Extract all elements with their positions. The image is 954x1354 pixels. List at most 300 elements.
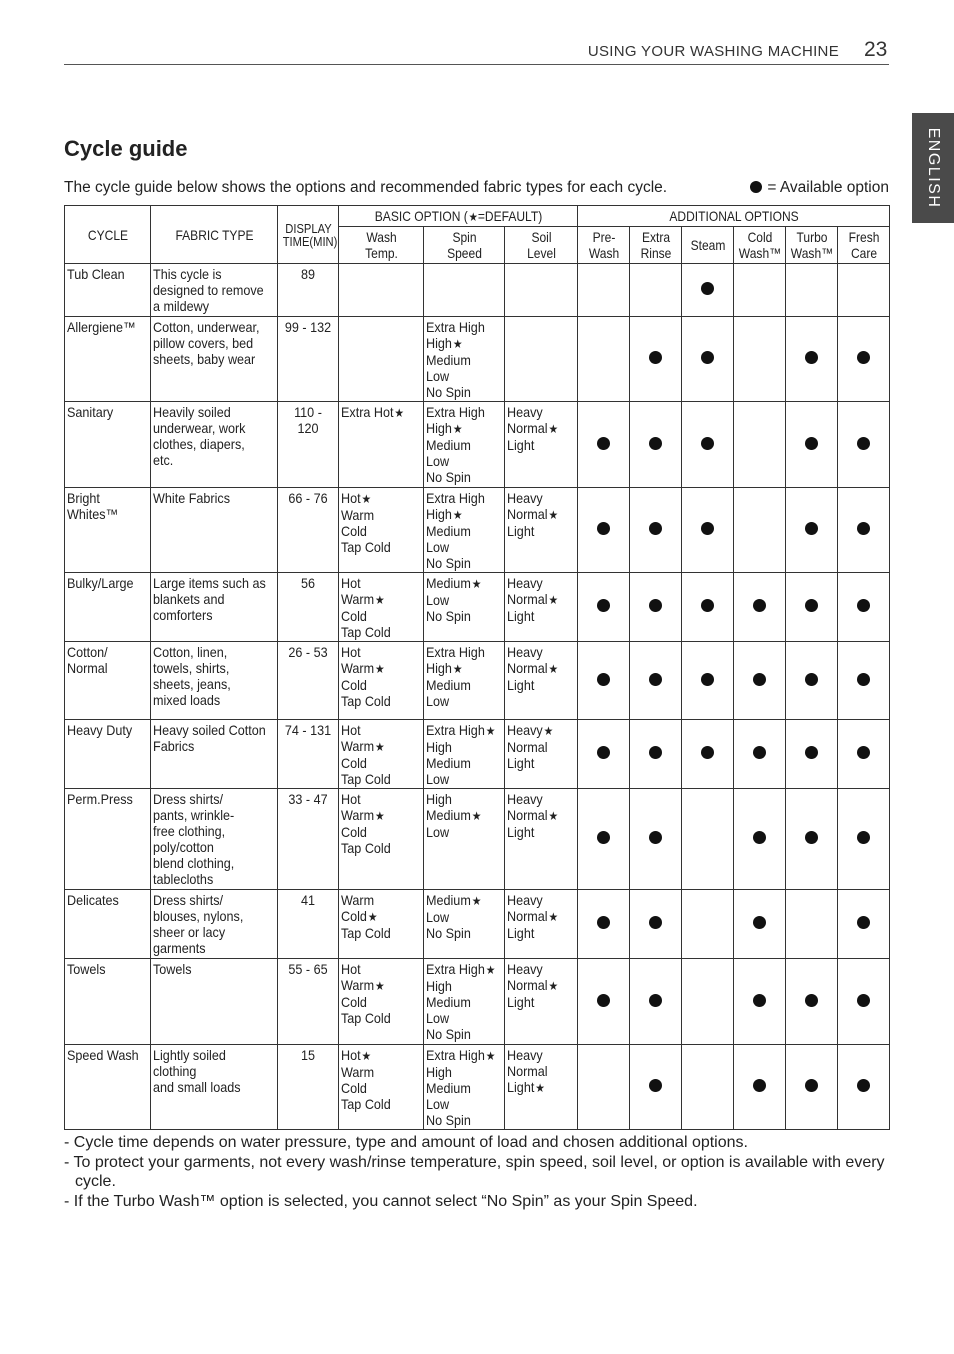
extra-line2: Rinse bbox=[640, 245, 671, 261]
fabric-line: Cotton, underwear, bbox=[153, 319, 260, 335]
display-time-value: 66 - 76 bbox=[288, 490, 328, 506]
cell-wash bbox=[339, 720, 424, 789]
fabric-line: Fabrics bbox=[153, 738, 195, 754]
wash-option-label: Tap Cold bbox=[341, 693, 391, 709]
header-divider bbox=[64, 64, 889, 65]
spin-option-label: No Spin bbox=[426, 608, 471, 624]
cell-fabric bbox=[151, 642, 278, 720]
cell-fabric bbox=[151, 488, 278, 573]
cell-fresh-care bbox=[838, 264, 890, 317]
language-tab bbox=[912, 113, 954, 223]
cell-turbo-wash bbox=[786, 890, 838, 959]
cell-steam bbox=[682, 720, 734, 789]
wash-option bbox=[341, 523, 413, 539]
spin-option bbox=[426, 693, 494, 709]
col-header-display-time bbox=[282, 206, 337, 264]
cell-extra-rinse bbox=[630, 317, 682, 402]
cell-soil bbox=[505, 890, 578, 959]
star-icon: ★ bbox=[468, 210, 478, 224]
available-bullet-icon bbox=[753, 599, 766, 612]
intro-paragraph bbox=[64, 179, 889, 197]
soil-option bbox=[507, 1079, 568, 1096]
cell-pre-wash bbox=[578, 488, 630, 573]
wash-option bbox=[341, 1080, 413, 1096]
cell-steam bbox=[682, 789, 734, 890]
spin-option-label: Extra High bbox=[426, 1047, 485, 1063]
soil-option bbox=[507, 755, 568, 771]
cell-spin bbox=[424, 488, 505, 573]
wash-option bbox=[341, 1010, 413, 1026]
bullet-icon bbox=[750, 181, 762, 193]
cell-cold-wash bbox=[734, 789, 786, 890]
wash-option bbox=[341, 693, 413, 709]
spin-option-label: Low bbox=[426, 1010, 450, 1026]
spin-option-label: High bbox=[426, 660, 452, 676]
fabric-line: garments bbox=[153, 940, 206, 956]
cell-cycle bbox=[65, 789, 151, 890]
fresh-line2: Care bbox=[850, 245, 877, 261]
soil-option-label: Heavy bbox=[507, 961, 543, 977]
col-header-fabric: FABRIC TYPE bbox=[159, 206, 268, 264]
available-bullet-icon bbox=[857, 831, 870, 844]
soil-option bbox=[507, 925, 568, 941]
wash-option-label: Cold bbox=[341, 1080, 367, 1096]
wash-option-label: Warm bbox=[341, 807, 375, 823]
wash-option-label: Hot bbox=[341, 722, 361, 738]
cell-turbo-wash bbox=[786, 789, 838, 890]
soil-option-label: Normal bbox=[507, 739, 548, 755]
soil-option bbox=[507, 1047, 568, 1063]
cell-steam bbox=[682, 642, 734, 720]
cell-soil bbox=[505, 1045, 578, 1130]
col-header-additional-options: ADDITIONAL OPTIONS bbox=[599, 206, 867, 227]
fabric-line: poly/cotton bbox=[153, 839, 214, 855]
cell-fresh-care bbox=[838, 488, 890, 573]
wash-option bbox=[341, 660, 413, 677]
soil-option-label: Heavy bbox=[507, 791, 543, 807]
cycle-line: Allergiene™ bbox=[67, 319, 136, 335]
wash-option-label: Warm bbox=[341, 660, 375, 676]
available-bullet-icon bbox=[701, 599, 714, 612]
soil-option-label: Normal bbox=[507, 977, 548, 993]
soil-option bbox=[507, 608, 568, 624]
fabric-line: Cotton, linen, bbox=[153, 644, 228, 660]
available-bullet-icon bbox=[805, 746, 818, 759]
available-bullet-icon bbox=[597, 599, 610, 612]
cell-display-time bbox=[278, 402, 339, 488]
prewash-line2: Wash bbox=[588, 245, 619, 261]
col-header-cycle: CYCLE bbox=[71, 206, 145, 264]
default-star-icon: ★ bbox=[548, 662, 559, 676]
cell-fresh-care bbox=[838, 1045, 890, 1130]
available-bullet-icon bbox=[857, 1079, 870, 1092]
wash-option bbox=[341, 677, 413, 693]
soil-option bbox=[507, 660, 568, 677]
intro-text: The cycle guide below shows the options and recommended fabric types for each cycle. bbox=[64, 179, 668, 196]
default-star-icon: ★ bbox=[375, 662, 385, 676]
cell-display-time bbox=[278, 264, 339, 317]
cell-extra-rinse bbox=[630, 959, 682, 1045]
cell-steam bbox=[682, 488, 734, 573]
cell-soil bbox=[505, 642, 578, 720]
soil-option-label: Normal bbox=[507, 908, 548, 924]
legend bbox=[750, 179, 889, 197]
spin-option-label: Low bbox=[426, 824, 450, 840]
available-bullet-icon bbox=[649, 599, 662, 612]
available-bullet-icon bbox=[597, 831, 610, 844]
col-header-steam: Steam bbox=[685, 227, 730, 264]
cell-cold-wash bbox=[734, 488, 786, 573]
wash-option-label: Warm bbox=[341, 1064, 375, 1080]
cell-cycle bbox=[65, 573, 151, 642]
default-star-icon: ★ bbox=[394, 406, 405, 420]
fabric-line: comforters bbox=[153, 607, 213, 623]
soil-option bbox=[507, 420, 568, 437]
wash-option-label: Hot bbox=[341, 791, 361, 807]
wash-option bbox=[341, 1064, 413, 1080]
default-star-icon: ★ bbox=[452, 337, 463, 351]
cell-wash bbox=[339, 264, 424, 317]
cell-soil bbox=[505, 720, 578, 789]
spin-option-label: Low bbox=[426, 368, 450, 384]
available-bullet-icon bbox=[805, 994, 818, 1007]
available-bullet-icon bbox=[701, 673, 714, 686]
spin-option-label: No Spin bbox=[426, 1112, 471, 1128]
spin-option bbox=[426, 807, 494, 824]
cell-spin bbox=[424, 402, 505, 488]
default-star-icon: ★ bbox=[375, 593, 385, 607]
cell-soil bbox=[505, 488, 578, 573]
default-star-icon: ★ bbox=[548, 508, 559, 522]
cycle-guide-table bbox=[64, 205, 890, 1130]
cell-soil bbox=[505, 402, 578, 488]
spin-option-label: Low bbox=[426, 909, 450, 925]
wash-option bbox=[341, 507, 413, 523]
default-star-icon: ★ bbox=[535, 1081, 545, 1095]
fabric-line: sheets, jeans, bbox=[153, 676, 231, 692]
legend-text: = Available option bbox=[767, 179, 889, 196]
fabric-line: towels, shirts, bbox=[153, 660, 230, 676]
cycle-line: Towels bbox=[67, 961, 106, 977]
wash-option-label: Hot bbox=[341, 644, 361, 660]
table-row bbox=[65, 317, 890, 402]
default-star-icon: ★ bbox=[375, 740, 385, 754]
display-time-value: 33 - 47 bbox=[288, 791, 328, 807]
spin-option-label: High bbox=[426, 506, 452, 522]
soil-option bbox=[507, 437, 568, 453]
table-row bbox=[65, 890, 890, 959]
cell-display-time bbox=[278, 720, 339, 789]
spin-option-label: No Spin bbox=[426, 384, 471, 400]
default-star-icon: ★ bbox=[361, 1049, 372, 1063]
soil-option-label: Normal bbox=[507, 1063, 548, 1079]
table-row bbox=[65, 573, 890, 642]
available-bullet-icon bbox=[805, 437, 818, 450]
cycle-line: Tub Clean bbox=[67, 266, 125, 282]
fabric-line: blouses, nylons, bbox=[153, 908, 244, 924]
soil-option-label: Heavy bbox=[507, 1047, 543, 1063]
turbo-line2: Wash™ bbox=[790, 245, 833, 261]
spin-option-label: Extra High bbox=[426, 404, 485, 420]
wash-option bbox=[341, 490, 413, 507]
cell-wash bbox=[339, 789, 424, 890]
spin-option bbox=[426, 791, 494, 807]
spin-option-label: Medium bbox=[426, 523, 471, 539]
spin-option-label: High bbox=[426, 335, 452, 351]
extra-line1: Extra bbox=[641, 229, 670, 245]
spin-option bbox=[426, 592, 494, 608]
wash-line1: Wash bbox=[365, 229, 397, 245]
soil-line1: Soil bbox=[530, 229, 552, 245]
fabric-line: tablecloths bbox=[153, 871, 214, 887]
wash-option bbox=[341, 807, 413, 824]
default-star-icon: ★ bbox=[548, 809, 559, 823]
soil-option bbox=[507, 1063, 568, 1079]
cell-wash bbox=[339, 402, 424, 488]
available-bullet-icon bbox=[805, 673, 818, 686]
cycle-line: Perm.Press bbox=[67, 791, 133, 807]
cell-wash bbox=[339, 573, 424, 642]
spin-option-label: Medium bbox=[426, 807, 471, 823]
display-time-value: 15 bbox=[300, 1047, 316, 1063]
available-bullet-icon bbox=[857, 916, 870, 929]
cell-cold-wash bbox=[734, 1045, 786, 1130]
default-star-icon: ★ bbox=[485, 963, 496, 977]
wash-option bbox=[341, 575, 413, 591]
spin-option bbox=[426, 677, 494, 693]
soil-option bbox=[507, 739, 568, 755]
wash-option bbox=[341, 624, 413, 640]
spin-option-label: Medium bbox=[426, 892, 471, 908]
cell-cold-wash bbox=[734, 959, 786, 1045]
wash-option-label: Tap Cold bbox=[341, 1096, 391, 1112]
spin-option bbox=[426, 490, 494, 506]
default-star-icon: ★ bbox=[543, 724, 554, 738]
available-bullet-icon bbox=[753, 994, 766, 1007]
cell-pre-wash bbox=[578, 402, 630, 488]
spin-option-label: No Spin bbox=[426, 469, 471, 485]
cell-cycle bbox=[65, 317, 151, 402]
table-row bbox=[65, 1045, 890, 1130]
cell-turbo-wash bbox=[786, 264, 838, 317]
spin-option bbox=[426, 437, 494, 453]
fabric-line: clothes, diapers, bbox=[153, 436, 245, 452]
available-bullet-icon bbox=[805, 599, 818, 612]
col-header-spin-speed bbox=[429, 227, 499, 264]
soil-option-label: Light bbox=[507, 608, 535, 624]
soil-option-label: Heavy bbox=[507, 722, 543, 738]
available-bullet-icon bbox=[649, 746, 662, 759]
cycle-line: Normal bbox=[67, 660, 108, 676]
spin-option bbox=[426, 335, 494, 352]
wash-option bbox=[341, 539, 413, 555]
available-bullet-icon bbox=[805, 522, 818, 535]
cycle-line: Heavy Duty bbox=[67, 722, 133, 738]
default-star-icon: ★ bbox=[452, 508, 463, 522]
spin-option-label: Medium bbox=[426, 677, 471, 693]
wash-option-label: Tap Cold bbox=[341, 624, 391, 640]
spin-option-label: Extra High bbox=[426, 319, 485, 335]
cell-extra-rinse bbox=[630, 573, 682, 642]
cycle-line: Cotton/ bbox=[67, 644, 108, 660]
spin-option-label: Low bbox=[426, 592, 450, 608]
wash-option-label: Tap Cold bbox=[341, 1010, 391, 1026]
fabric-line: This cycle is bbox=[153, 266, 222, 282]
wash-option bbox=[341, 755, 413, 771]
cell-cycle bbox=[65, 959, 151, 1045]
display-time-value: 89 bbox=[300, 266, 316, 282]
cell-cold-wash bbox=[734, 402, 786, 488]
wash-option-label: Tap Cold bbox=[341, 925, 391, 941]
available-bullet-icon bbox=[805, 831, 818, 844]
spin-option-label: Low bbox=[426, 771, 450, 787]
available-bullet-icon bbox=[857, 746, 870, 759]
basic-option-default: =DEFAULT) bbox=[477, 208, 542, 224]
spin-line2: Speed bbox=[446, 245, 482, 261]
col-header-display-line2: TIME(MIN) bbox=[282, 233, 337, 249]
display-time-value: 74 - 131 bbox=[284, 722, 332, 738]
cell-cycle bbox=[65, 264, 151, 317]
cell-wash bbox=[339, 959, 424, 1045]
cell-cycle bbox=[65, 642, 151, 720]
footnote: - If the Turbo Wash™ option is selected, you cannot select “No Spin” as your Spin Speed. bbox=[64, 1192, 698, 1210]
wash-option bbox=[341, 1047, 413, 1064]
available-bullet-icon bbox=[597, 673, 610, 686]
soil-option-label: Light bbox=[507, 824, 535, 840]
soil-option-label: Heavy bbox=[507, 404, 543, 420]
cell-cold-wash bbox=[734, 317, 786, 402]
cell-fabric bbox=[151, 573, 278, 642]
fresh-line1: Fresh bbox=[848, 229, 879, 245]
soil-option bbox=[507, 892, 568, 908]
cell-display-time bbox=[278, 642, 339, 720]
page-number: 23 bbox=[864, 38, 888, 61]
spin-option bbox=[426, 420, 494, 437]
available-bullet-icon bbox=[649, 437, 662, 450]
soil-line2: Level bbox=[526, 245, 556, 261]
display-time-value: 55 - 65 bbox=[288, 961, 328, 977]
spin-option bbox=[426, 608, 494, 624]
display-time-value: 99 - 132 bbox=[284, 319, 332, 335]
spin-option bbox=[426, 644, 494, 660]
cycle-line: Bright bbox=[67, 490, 100, 506]
spin-option bbox=[426, 1026, 494, 1042]
available-bullet-icon bbox=[805, 1079, 818, 1092]
soil-option bbox=[507, 591, 568, 608]
default-star-icon: ★ bbox=[548, 910, 559, 924]
cell-fabric bbox=[151, 959, 278, 1045]
wash-option-label: Tap Cold bbox=[341, 771, 391, 787]
table-row bbox=[65, 488, 890, 573]
spin-option-label: Medium bbox=[426, 755, 471, 771]
spin-option bbox=[426, 352, 494, 368]
spin-option bbox=[426, 523, 494, 539]
wash-option-label: Warm bbox=[341, 892, 375, 908]
cell-fresh-care bbox=[838, 720, 890, 789]
fabric-line: sheets, baby wear bbox=[153, 351, 256, 367]
spin-option bbox=[426, 555, 494, 571]
spin-option bbox=[426, 1047, 494, 1064]
cell-steam bbox=[682, 264, 734, 317]
soil-option bbox=[507, 523, 568, 539]
cell-extra-rinse bbox=[630, 720, 682, 789]
wash-option-label: Tap Cold bbox=[341, 840, 391, 856]
fabric-line: blankets and bbox=[153, 591, 225, 607]
col-header-cold-wash bbox=[737, 227, 782, 264]
available-bullet-icon bbox=[649, 1079, 662, 1092]
soil-option bbox=[507, 644, 568, 660]
spin-option-label: High bbox=[426, 1064, 452, 1080]
spin-option-label: No Spin bbox=[426, 925, 471, 941]
spin-option-label: High bbox=[426, 420, 452, 436]
available-bullet-icon bbox=[597, 994, 610, 1007]
cell-display-time bbox=[278, 890, 339, 959]
footnotes bbox=[64, 1133, 889, 1211]
footnote: - Cycle time depends on water pressure, type and amount of load and chosen additional options. bbox=[64, 1134, 748, 1151]
available-bullet-icon bbox=[753, 746, 766, 759]
spin-option-label: Medium bbox=[426, 575, 471, 591]
spin-option-label: No Spin bbox=[426, 1026, 471, 1042]
cell-steam bbox=[682, 402, 734, 488]
cell-pre-wash bbox=[578, 890, 630, 959]
soil-option-label: Light bbox=[507, 677, 535, 693]
wash-option-label: Hot bbox=[341, 490, 361, 506]
spin-option-label: High bbox=[426, 739, 452, 755]
spin-option bbox=[426, 1096, 494, 1112]
cell-steam bbox=[682, 317, 734, 402]
cell-pre-wash bbox=[578, 642, 630, 720]
soil-option-label: Light bbox=[507, 523, 535, 539]
cell-turbo-wash bbox=[786, 642, 838, 720]
cell-wash bbox=[339, 890, 424, 959]
cell-pre-wash bbox=[578, 959, 630, 1045]
spin-option bbox=[426, 1112, 494, 1128]
cell-spin bbox=[424, 720, 505, 789]
spin-option-label: Low bbox=[426, 693, 450, 709]
spin-option-label: Low bbox=[426, 1096, 450, 1112]
spin-option bbox=[426, 824, 494, 840]
cell-spin bbox=[424, 642, 505, 720]
basic-option-label: BASIC OPTION ( bbox=[374, 208, 468, 224]
default-star-icon: ★ bbox=[548, 593, 559, 607]
cell-fresh-care bbox=[838, 642, 890, 720]
table-row bbox=[65, 402, 890, 488]
cell-turbo-wash bbox=[786, 402, 838, 488]
wash-option bbox=[341, 994, 413, 1010]
fabric-line: sheer or lacy bbox=[153, 924, 226, 940]
spin-option-label: Extra High bbox=[426, 644, 485, 660]
cell-fresh-care bbox=[838, 402, 890, 488]
cell-cold-wash bbox=[734, 720, 786, 789]
cell-cold-wash bbox=[734, 264, 786, 317]
spin-option bbox=[426, 961, 494, 978]
cycle-line: Speed Wash bbox=[67, 1047, 139, 1063]
page-title: Cycle guide bbox=[64, 136, 188, 161]
wash-option bbox=[341, 644, 413, 660]
available-bullet-icon bbox=[701, 437, 714, 450]
spin-option bbox=[426, 660, 494, 677]
wash-option bbox=[341, 738, 413, 755]
cell-cycle bbox=[65, 1045, 151, 1130]
cell-soil bbox=[505, 317, 578, 402]
cell-pre-wash bbox=[578, 264, 630, 317]
cell-steam bbox=[682, 959, 734, 1045]
cell-fresh-care bbox=[838, 317, 890, 402]
spin-option bbox=[426, 909, 494, 925]
available-bullet-icon bbox=[857, 673, 870, 686]
available-bullet-icon bbox=[857, 522, 870, 535]
cell-cycle bbox=[65, 720, 151, 789]
